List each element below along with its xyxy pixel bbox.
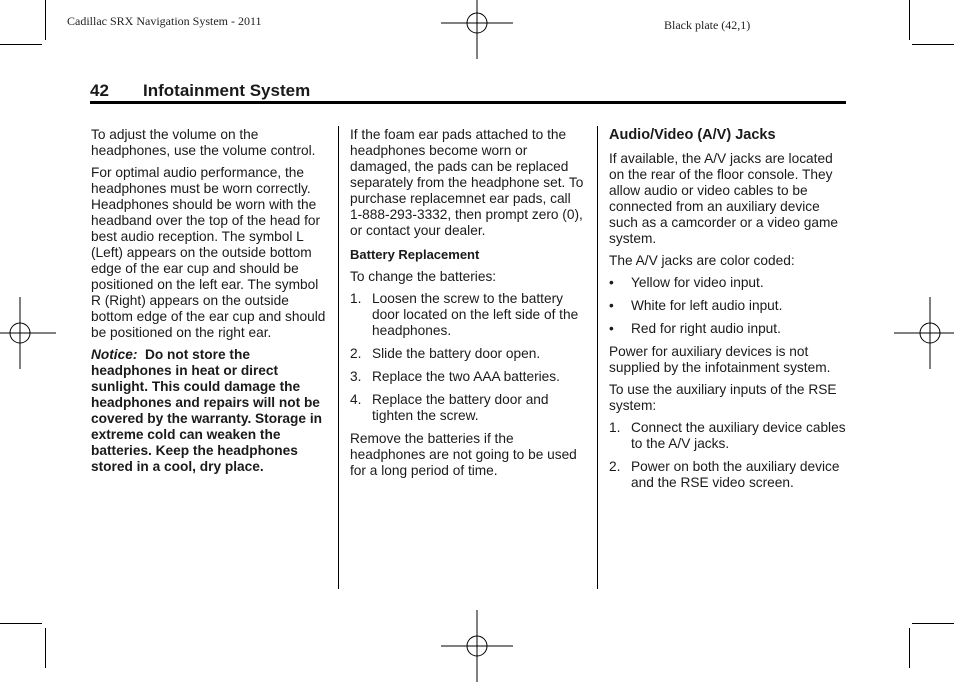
numbered-list [609, 420, 851, 491]
notice-text: Do not store the headphones in heat or direct sunlight. This could damage the headphones and repairs will not be covered by the warranty. Storage in extreme cold can weaken the batteries. Keep the headphones stored in a cool, dry place. [91, 347, 322, 474]
list-item-text: Yellow for video input. [631, 275, 764, 290]
notice-block [91, 347, 331, 475]
list-item-text: White for left audio input. [631, 298, 783, 313]
list-item [350, 291, 586, 339]
list-item-text: Slide the battery door open. [372, 346, 541, 361]
list-number: 2. [609, 459, 621, 474]
page-title: Infotainment System [143, 81, 311, 100]
list-item [609, 298, 851, 314]
page-number: 42 [90, 81, 109, 100]
column-1 [91, 127, 331, 481]
header-rule [90, 101, 846, 104]
crop-mark [912, 44, 954, 45]
paragraph: If available, the A/V jacks are located on the rear of the floor console. They allow audio or video cables to be connected from an auxiliary device such as a camcorder or a video game system. [609, 151, 838, 246]
column-divider [597, 126, 598, 589]
crop-mark [45, 0, 46, 40]
paragraph: To use the auxiliary inputs of the RSE system: [609, 382, 837, 413]
plate-label: Black plate (42,1) [664, 18, 751, 32]
crop-mark [909, 628, 910, 668]
bullet-icon: • [609, 275, 614, 290]
list-item-text: Loosen the screw to the battery door located on the left side of the headphones. [372, 291, 579, 338]
paragraph: Remove the batteries if the headphones are not going to be used for a long period of time. [350, 431, 577, 478]
list-number: 2. [350, 346, 362, 361]
bullet-icon: • [609, 298, 614, 313]
list-item [609, 321, 851, 337]
crop-mark [0, 623, 42, 624]
list-item [609, 420, 851, 452]
crop-mark [912, 623, 954, 624]
list-item-text: Replace the two AAA batteries. [372, 369, 560, 384]
bullet-list [609, 275, 851, 337]
registration-mark-icon [0, 297, 56, 369]
crop-mark [45, 628, 46, 668]
crop-mark [0, 44, 42, 45]
list-item [609, 459, 851, 491]
list-item [350, 392, 586, 424]
list-number: 3. [350, 369, 362, 384]
registration-mark-icon [441, 0, 513, 59]
list-item [350, 369, 586, 385]
list-item-text: Red for right audio input. [631, 321, 781, 336]
paragraph: If the foam ear pads attached to the headphones become worn or damaged, the pads can be replaced separately from the headphone set. To purchase replacemnet ear pads, call 1-888-293-3332, then prompt zero (0), or contact your dealer. [350, 127, 584, 238]
column-2 [350, 127, 586, 485]
list-item-text: Power on both the auxiliary device and the RSE video screen. [631, 459, 840, 490]
numbered-list [350, 291, 586, 424]
print-slug: Cadillac SRX Navigation System - 2011 [67, 14, 262, 28]
subheading: Battery Replacement [350, 247, 480, 262]
registration-mark-icon [441, 610, 513, 682]
registration-mark-icon [894, 297, 954, 369]
paragraph: The A/V jacks are color coded: [609, 253, 795, 268]
section-heading: Audio/Video (A/V) Jacks [609, 127, 776, 143]
list-number: 4. [350, 392, 362, 407]
list-item-text: Replace the battery door and tighten the screw. [372, 392, 549, 423]
list-number: 1. [609, 420, 621, 435]
bullet-icon: • [609, 321, 614, 336]
paragraph: To adjust the volume on the headphones, use the volume control. [91, 127, 316, 158]
column-3 [609, 127, 851, 498]
paragraph: Power for auxiliary devices is not supplied by the infotainment system. [609, 344, 831, 375]
paragraph: For optimal audio performance, the headphones must be worn correctly. Headphones should be worn with the headband over the top of the head for best audio reception. The symbol L (Left) appears on the outside bottom edge of the ear cup and should be positioned on the left ear. The symbol R (Right) appears on the outside bottom edge of the ear cup and should be positioned on the right ear. [91, 165, 326, 340]
notice-label: Notice: [91, 347, 138, 362]
list-number: 1. [350, 291, 362, 306]
column-divider [338, 126, 339, 589]
paragraph: To change the batteries: [350, 269, 497, 284]
list-item-text: Connect the auxiliary device cables to the A/V jacks. [631, 420, 846, 451]
crop-mark [909, 0, 910, 40]
list-item [609, 275, 851, 291]
list-item [350, 346, 586, 362]
